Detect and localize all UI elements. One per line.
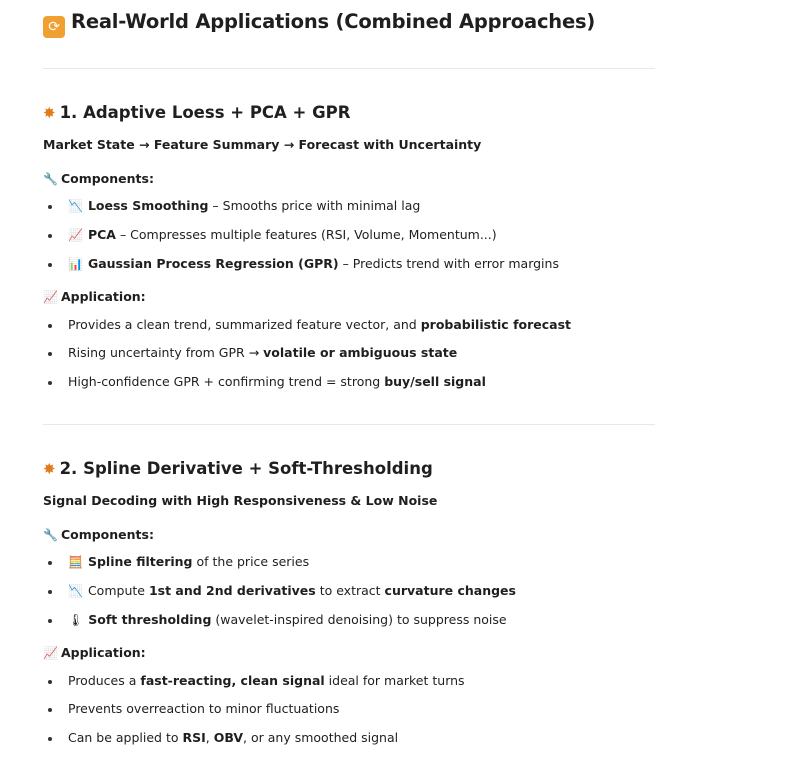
section-heading: ✸ 2. Spline Derivative + Soft-Thresholding: [43, 459, 433, 478]
page-title: ⟳ Real-World Applications (Combined Approaches): [43, 10, 595, 38]
wrench-icon: 🔧: [43, 172, 58, 186]
wrench-icon: 🔧: [43, 528, 58, 542]
chart-increasing-icon: 📈: [43, 646, 58, 660]
section-heading: ✸ 1. Adaptive Loess + PCA + GPR: [43, 103, 351, 122]
collision-icon: ✸: [43, 104, 56, 122]
section-subtitle: Market State → Feature Summary → Forecast with Uncertainty: [43, 137, 482, 152]
chart-increasing-icon: 📈: [68, 228, 83, 242]
components-label: 🔧 Components:: [43, 171, 154, 186]
chart-decreasing-icon: 📉: [68, 584, 83, 598]
section-subtitle: Signal Decoding with High Responsiveness & Low Noise: [43, 493, 438, 508]
repeat-icon: ⟳: [43, 16, 65, 38]
application-label: 📈 Application:: [43, 645, 146, 660]
collision-icon: ✸: [43, 460, 56, 478]
components-label: 🔧 Components:: [43, 527, 154, 542]
chart-increasing-icon: 📈: [43, 290, 58, 304]
divider: [43, 424, 655, 425]
application-label: 📈 Application:: [43, 289, 146, 304]
thermometer-icon: 🌡: [68, 613, 84, 627]
chart-decreasing-icon: 📉: [68, 199, 83, 213]
divider: [43, 68, 655, 69]
bar-chart-icon: 📊: [68, 257, 83, 271]
abacus-icon: 🧮: [68, 555, 83, 569]
